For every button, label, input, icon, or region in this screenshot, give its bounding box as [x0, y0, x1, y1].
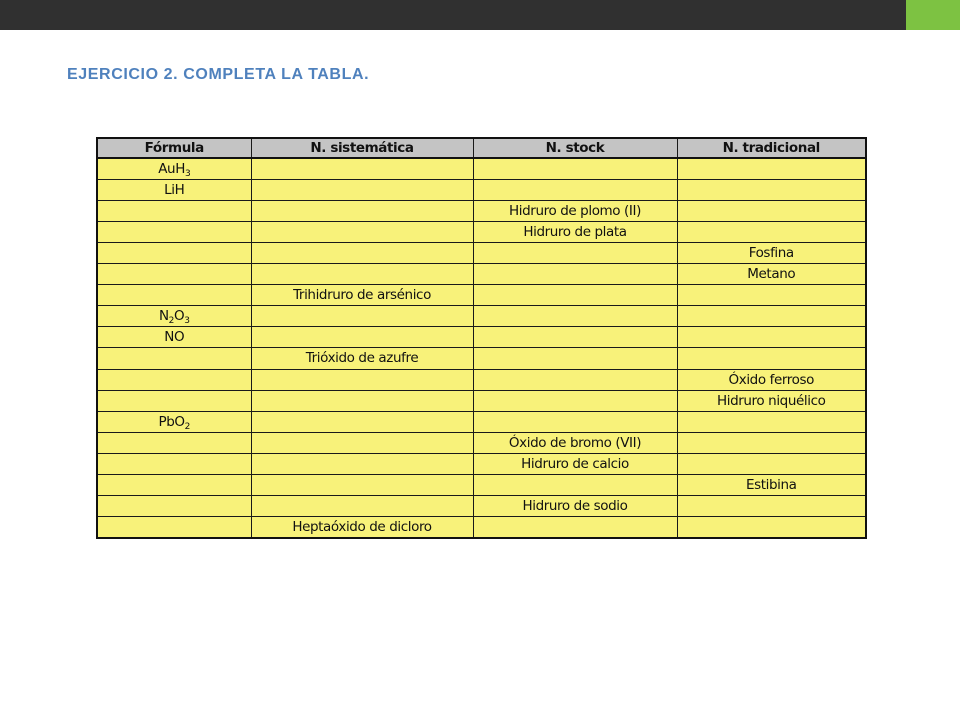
cell-systematic-name[interactable]: Heptaóxido de dicloro	[251, 516, 473, 538]
cell-stock-name[interactable]	[473, 516, 677, 538]
table-row	[97, 432, 866, 453]
cell-traditional-name[interactable]	[677, 348, 866, 369]
cell-stock-name[interactable]	[473, 306, 677, 327]
cell-traditional-name[interactable]	[677, 516, 866, 538]
table-row	[97, 453, 866, 474]
cell-traditional-name[interactable]	[677, 158, 866, 180]
cell-stock-name[interactable]: Óxido de bromo (VII)	[473, 432, 677, 453]
formula-text: Pb	[158, 413, 175, 430]
cell-traditional-name[interactable]	[677, 222, 866, 243]
cell-systematic-name[interactable]	[251, 453, 473, 474]
cell-traditional-name[interactable]	[677, 327, 866, 348]
cell-systematic-name[interactable]	[251, 264, 473, 285]
table-body	[97, 158, 866, 538]
header-stock-name: N. stock	[473, 138, 677, 158]
cell-formula[interactable]	[97, 180, 251, 201]
cell-stock-name[interactable]	[473, 327, 677, 348]
table-row	[97, 306, 866, 327]
table-row	[97, 264, 866, 285]
cell-systematic-name[interactable]: Trióxido de azufre	[251, 348, 473, 369]
cell-stock-name[interactable]: Hidruro de plata	[473, 222, 677, 243]
cell-formula[interactable]	[97, 327, 251, 348]
table-row	[97, 327, 866, 348]
formula-element: N	[158, 308, 169, 325]
page-title: EJERCICIO 2. COMPLETA LA TABLA.	[67, 66, 370, 83]
table-row	[97, 474, 866, 495]
header-systematic-name: N. sistemática	[251, 138, 473, 158]
cell-systematic-name[interactable]	[251, 158, 473, 180]
table-row	[97, 495, 866, 516]
cell-traditional-name[interactable]: Metano	[677, 264, 866, 285]
cell-traditional-name[interactable]: Fosfina	[677, 243, 866, 264]
cell-traditional-name[interactable]	[677, 495, 866, 516]
cell-formula[interactable]	[97, 453, 251, 474]
nomenclature-table	[96, 137, 867, 539]
cell-stock-name[interactable]: Hidruro de sodio	[473, 495, 677, 516]
cell-traditional-name[interactable]: Estibina	[677, 474, 866, 495]
header-traditional-name: N. tradicional	[677, 138, 866, 158]
cell-systematic-name[interactable]	[251, 495, 473, 516]
formula-subscript: 3	[184, 169, 191, 180]
table-row	[97, 180, 866, 201]
cell-traditional-name[interactable]	[677, 180, 866, 201]
cell-systematic-name[interactable]	[251, 432, 473, 453]
table-row	[97, 243, 866, 264]
cell-formula[interactable]	[97, 411, 251, 432]
table-row	[97, 369, 866, 390]
cell-systematic-name[interactable]	[251, 243, 473, 264]
cell-systematic-name[interactable]	[251, 222, 473, 243]
cell-stock-name[interactable]	[473, 285, 677, 306]
formula-text: NO	[164, 329, 185, 346]
cell-systematic-name[interactable]	[251, 474, 473, 495]
cell-systematic-name[interactable]	[251, 180, 473, 201]
cell-stock-name[interactable]	[473, 369, 677, 390]
formula-element: H	[175, 161, 185, 178]
cell-stock-name[interactable]: Hidruro de plomo (II)	[473, 201, 677, 222]
table-row	[97, 158, 866, 180]
cell-systematic-name[interactable]	[251, 306, 473, 327]
cell-formula[interactable]	[97, 222, 251, 243]
cell-formula[interactable]	[97, 516, 251, 538]
table-row	[97, 516, 866, 538]
cell-stock-name[interactable]	[473, 180, 677, 201]
cell-stock-name[interactable]	[473, 243, 677, 264]
cell-stock-name[interactable]	[473, 411, 677, 432]
cell-formula[interactable]	[97, 474, 251, 495]
cell-formula[interactable]	[97, 285, 251, 306]
cell-stock-name[interactable]	[473, 474, 677, 495]
table-row	[97, 390, 866, 411]
formula-text: LiH	[164, 182, 185, 199]
cell-traditional-name[interactable]	[677, 201, 866, 222]
exercise-table-container	[96, 137, 865, 539]
formula-subscript: 3	[184, 316, 190, 327]
cell-stock-name[interactable]	[473, 390, 677, 411]
cell-stock-name[interactable]	[473, 264, 677, 285]
cell-formula[interactable]	[97, 264, 251, 285]
cell-formula[interactable]	[97, 158, 251, 180]
table-row	[97, 411, 866, 432]
formula-text: Au	[158, 161, 176, 178]
cell-stock-name[interactable]	[473, 348, 677, 369]
top-bar-accent	[906, 0, 960, 30]
cell-systematic-name[interactable]: Trihidruro de arsénico	[251, 285, 473, 306]
formula-element: O	[173, 308, 185, 325]
table-row	[97, 285, 866, 306]
cell-systematic-name[interactable]	[251, 411, 473, 432]
cell-traditional-name[interactable]: Hidruro niquélico	[677, 390, 866, 411]
cell-traditional-name[interactable]: Óxido ferroso	[677, 369, 866, 390]
cell-traditional-name[interactable]	[677, 432, 866, 453]
cell-systematic-name[interactable]	[251, 327, 473, 348]
cell-formula[interactable]	[97, 348, 251, 369]
cell-traditional-name[interactable]	[677, 453, 866, 474]
cell-systematic-name[interactable]	[251, 201, 473, 222]
cell-formula[interactable]	[97, 243, 251, 264]
formula-element: O	[174, 413, 185, 430]
cell-formula[interactable]	[97, 369, 251, 390]
cell-traditional-name[interactable]	[677, 306, 866, 327]
header-formula: Fórmula	[97, 138, 251, 158]
formula-subscript: 2	[168, 316, 174, 327]
cell-stock-name[interactable]: Hidruro de calcio	[473, 453, 677, 474]
cell-formula[interactable]	[97, 201, 251, 222]
top-bar	[0, 0, 906, 30]
cell-formula[interactable]	[97, 495, 251, 516]
cell-stock-name[interactable]	[473, 158, 677, 180]
table-row	[97, 222, 866, 243]
cell-formula[interactable]	[97, 432, 251, 453]
table-header-row	[97, 138, 866, 158]
cell-systematic-name[interactable]	[251, 369, 473, 390]
cell-systematic-name[interactable]	[251, 390, 473, 411]
table-row	[97, 348, 866, 369]
cell-traditional-name[interactable]	[677, 411, 866, 432]
table-row	[97, 201, 866, 222]
cell-formula[interactable]	[97, 306, 251, 327]
cell-formula[interactable]	[97, 390, 251, 411]
cell-traditional-name[interactable]	[677, 285, 866, 306]
formula-subscript: 2	[184, 421, 190, 432]
